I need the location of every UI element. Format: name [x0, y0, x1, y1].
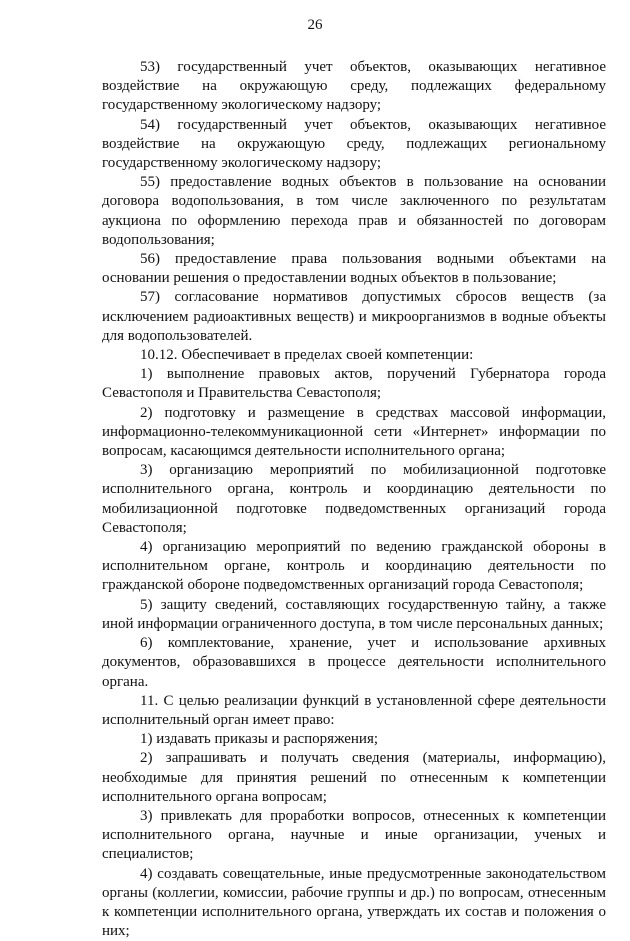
section-10-12-item-2: 2) подготовку и размещение в средствах массовой информации, информационно-телекоммуникационной сети «Интернет» информации по вопросам, касающимся деятельности исполнительного органа;: [102, 404, 606, 460]
list-item-57: 57) согласование нормативов допустимых сбросов веществ (за исключением радиоактивных веществ) и микроорганизмов в водные объекты для водопользователей.: [102, 289, 606, 344]
section-10-12-item-1: 1) выполнение правовых актов, поручений Губернатора города Севастополя и Правительства Севастополя;: [102, 366, 606, 402]
document-body: [102, 58, 606, 941]
section-11-heading: 11. С целью реализации функций в установленной сфере деятельности исполнительный орган имеет право:: [102, 692, 606, 728]
list-item-53: 53) государственный учет объектов, оказывающих негативное воздействие на окружающую среду, подлежащих федеральному государственному экологическому надзору;: [102, 59, 606, 114]
section-10-12-item-3: 3) организацию мероприятий по мобилизационной подготовке исполнительного органа, контроль и координацию деятельности по мобилизационной подготовке подведомственных организаций города Севастополя;: [102, 462, 606, 536]
section-11-item-4: 4) создавать совещательные, иные предусмотренные законодательством органы (коллегии, комиссии, рабочие группы и др.) по вопросам, отнесенным к компетенции исполнительного органа, утверждать их состав и положения о них;: [102, 865, 606, 940]
section-10-12-item-6: 6) комплектование, хранение, учет и использование архивных документов, образовавшихся в процессе деятельности исполнительного органа.: [102, 635, 606, 690]
section-11-item-2: 2) запрашивать и получать сведения (материалы, информацию), необходимые для принятия решений по отнесенным к компетенции исполнительного органа вопросам;: [102, 750, 606, 805]
section-10-12-heading: 10.12. Обеспечивает в пределах своей компетенции:: [140, 347, 474, 364]
page-number: 26: [307, 17, 323, 33]
list-item-55: 55) предоставление водных объектов в пользование на основании договора водопользования, в том числе заключенного по результатам аукциона по оформлению перехода прав и обязанностей по договорам водопользования;: [102, 174, 606, 248]
section-10-12-item-4: 4) организацию мероприятий по ведению гражданской обороны в исполнительном органе, контроль и координацию деятельности по гражданской обороне подведомственных организаций города Севастополя;: [102, 539, 606, 594]
section-10-12-item-5: 5) защиту сведений, составляющих государственную тайну, а также иной информации ограниченного доступа, в том числе персональных данных;: [102, 596, 606, 632]
list-item-54: 54) государственный учет объектов, оказывающих негативное воздействие на окружающую среду, подлежащих региональному государственному экологическому надзору;: [102, 116, 606, 172]
section-11-item-1: 1) издавать приказы и распоряжения;: [140, 731, 379, 748]
list-item-56: 56) предоставление права пользования водными объектами на основании решения о предоставлении водных объектов в пользование;: [102, 251, 606, 287]
section-11-item-3: 3) привлекать для проработки вопросов, отнесенных к компетенции исполнительного органа, научные и иные организации, ученых и специалистов;: [102, 807, 606, 863]
